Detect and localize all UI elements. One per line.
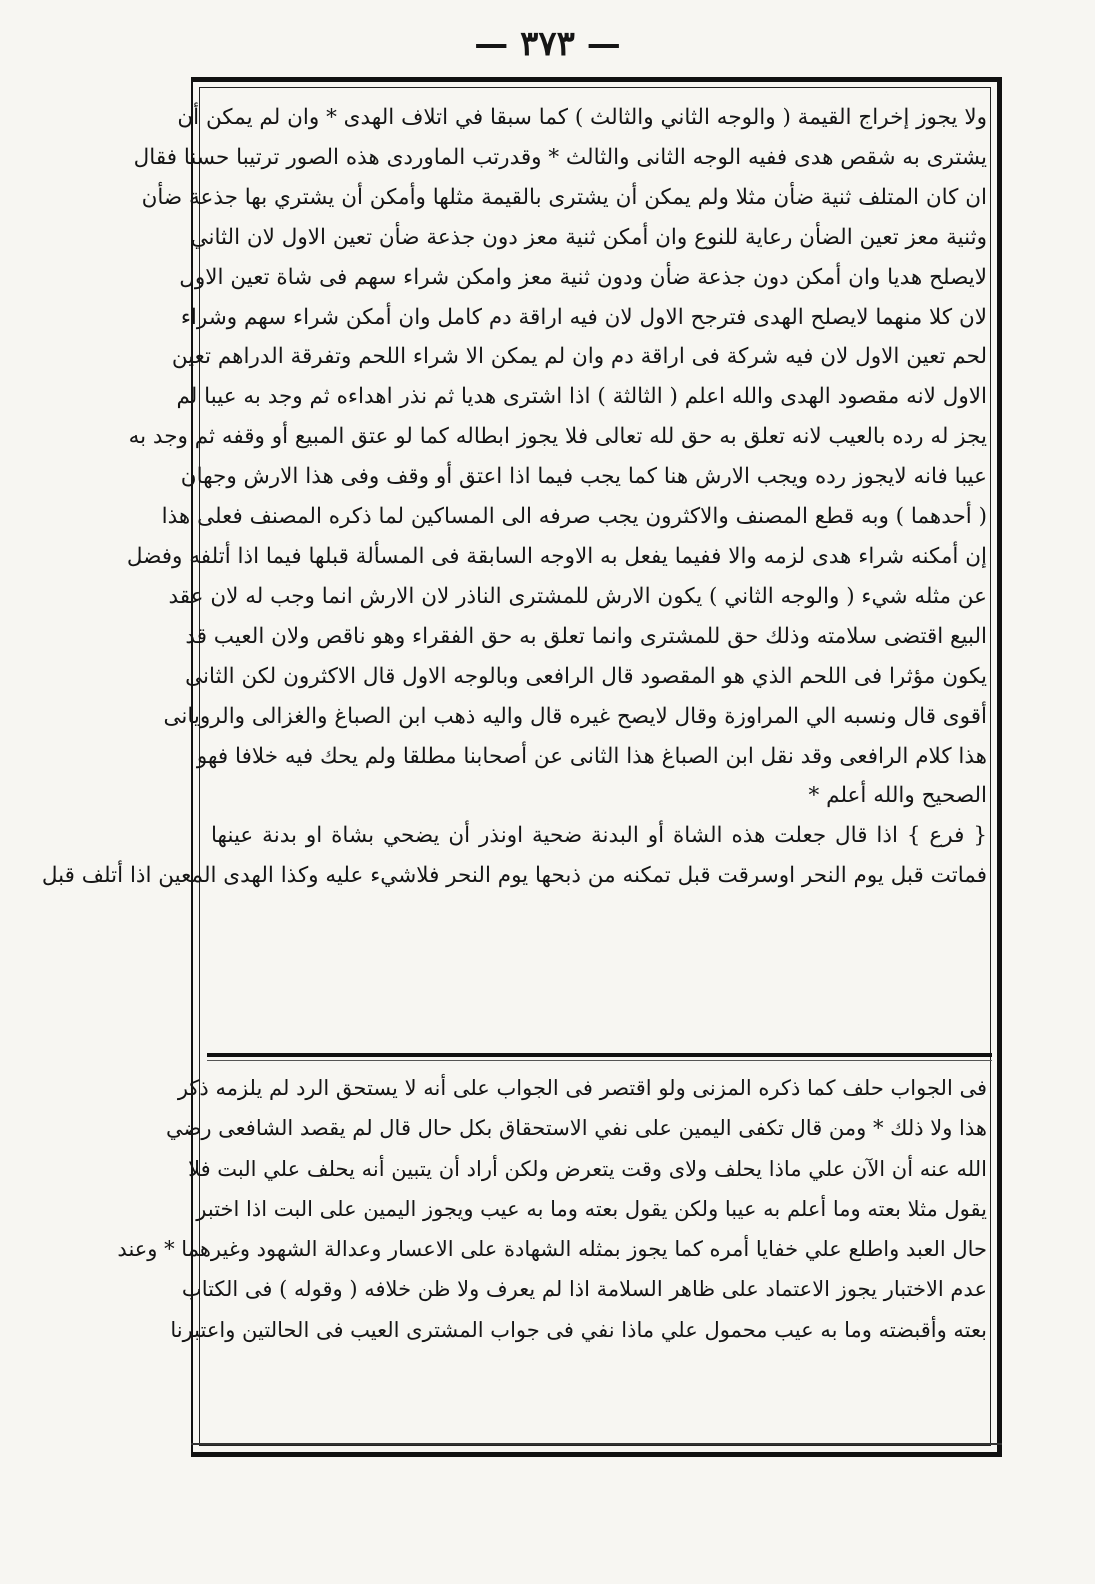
main-text-line: الصحيح والله أعلم * — [808, 783, 987, 809]
main-text-line: وثنية معز تعين الضأن رعاية للنوع وان أمكن ثنية معز دون جذعة ضأن تعين الاول لان الثاني — [190, 224, 987, 250]
main-text-line: البيع اقتضى سلامته وذلك حق للمشترى وانما تعلق به حق الفقراء وهو ناقص ولان العيب قد — [185, 623, 987, 649]
footnote-line: عدم الاختبار يجوز الاعتماد على ظاهر السلامة اذا لم يعرف ولا ظن خلافه ( وقوله ) فى الكتاب — [181, 1277, 987, 1302]
page-number: — ٣٧٣ — — [474, 24, 621, 64]
footnote-line: بعته وأقبضته وما به عيب محمول علي ماذا نفي فى جواب المشترى العيب فى الحالتين واعتبرنا — [170, 1317, 987, 1342]
main-text-line: يشترى به شقص هدى ففيه الوجه الثانى والثالث * وقدرتب الماوردى هذه الصور ترتيبا حسنا فقال — [133, 144, 987, 170]
main-text-line: عيبا فانه لايجوز رده ويجب الارش هنا كما يجب فيما اذا اعتق أو وقف وفى هذا الارش وجهان — [180, 464, 987, 490]
bottom-rule — [191, 1443, 1002, 1445]
main-text-block — [41, 98, 987, 896]
main-text-line: أقوى قال ونسبه الي المراوزة وقال لايصح غيره قال واليه ذهب ابن الصباغ والغزالى والرويانى — [163, 703, 987, 729]
main-text-line: فماتت قبل يوم النحر اوسرقت قبل تمكنه من ذبحها يوم النحر فلاشيء عليه وكذا الهدى المعين اذا أتلف قبل — [41, 863, 987, 889]
main-text-line: ( أحدهما ) وبه قطع المصنف والاكثرون يجب صرفه الى المساكين لما ذكره المصنف فعلى هذا — [161, 504, 987, 530]
section-heading-line: { فرع } اذا قال جعلت هذه الشاة أو البدنة ضحية اونذر أن يضحي بشاة او بدنة عينها — [211, 823, 987, 849]
main-text-line: لايصلح هديا وان أمكن دون جذعة ضأن ودون ثنية معز وامكن شراء سهم فى شاة تعين الاول — [179, 264, 987, 290]
footnote-separator — [207, 1053, 992, 1057]
footnote-line: حال العبد واطلع علي خفايا أمره كما يجوز بمثله الشهادة على الاعسار وعدالة الشهود وغيرهما * وعند — [117, 1237, 987, 1262]
main-text-line: عن مثله شيء ( والوجه الثاني ) يكون الارش للمشترى الناذر لان الارش انما وجب له لان عقد — [168, 583, 987, 609]
main-text-line: يكون مؤثرا فى اللحم الذي هو المقصود قال الرافعى وبالوجه الاول قال الاكثرون لكن الثانى — [185, 663, 987, 689]
main-text-line: لحم تعين الاول لان فيه شركة فى اراقة دم وان لم يمكن الا شراء اللحم وتفرقة الدراهم تعين — [171, 344, 987, 370]
footnote-line: الله عنه أن الآن علي ماذا يحلف ولاى وقت يتعرض ولكن أراد أن يتبين أنه يحلف علي البت فلا — [188, 1156, 987, 1181]
main-text-line: هذا كلام الرافعى وقد نقل ابن الصباغ هذا الثانى عن أصحابنا مطلقا ولم يحك فيه خلافا فهو — [196, 743, 987, 769]
footnote-separator-thin — [207, 1060, 992, 1061]
main-text-line: يجز له رده بالعيب لانه تعلق به حق لله تعالى فلا يجوز ابطاله كما لو عتق المبيع أو وقفه ثم وجد به — [128, 424, 987, 450]
footnote-line: فى الجواب حلف كما ذكره المزنى ولو اقتصر فى الجواب على أنه لا يستحق الرد لم يلزمه ذكر — [177, 1076, 987, 1100]
main-text-line: لان كلا منهما لايصلح الهدى فترجح الاول لان فيه اراقة دم كامل وان أمكن شراء سهم وشراء — [180, 304, 987, 330]
main-text-line: ان كان المتلف ثنية ضأن مثلا ولم يمكن أن يشترى بالقيمة مثلها وأمكن أن يشتري بها جذعة ضأن — [141, 184, 987, 210]
footnote-line: يقول مثلا بعته وما أعلم به عيبا ولكن يقول بعته وما به عيب ويجوز اليمين على البت اذا اختبر — [196, 1196, 987, 1221]
main-text-line: إن أمكنه شراء هدى لزمه والا ففيما يفعل به الاوجه السابقة فى المسألة قبلها فيما اذا أتلفه وفضل — [126, 543, 987, 569]
footnote-text-block — [117, 1068, 987, 1350]
main-text-line: ولا يجوز إخراج القيمة ( والوجه الثاني والثالث ) كما سبقا في اتلاف الهدى * وان لم يمكن أن — [177, 105, 987, 130]
main-text-line: الاول لانه مقصود الهدى والله اعلم ( الثالثة ) اذا اشترى هديا ثم نذر اهداءه ثم وجد به عيبا لم — [176, 384, 987, 410]
footnote-line: هذا ولا ذلك * ومن قال تكفى اليمين على نفي الاستحقاق بكل حال قال لم يقصد الشافعى رضي — [166, 1116, 987, 1141]
